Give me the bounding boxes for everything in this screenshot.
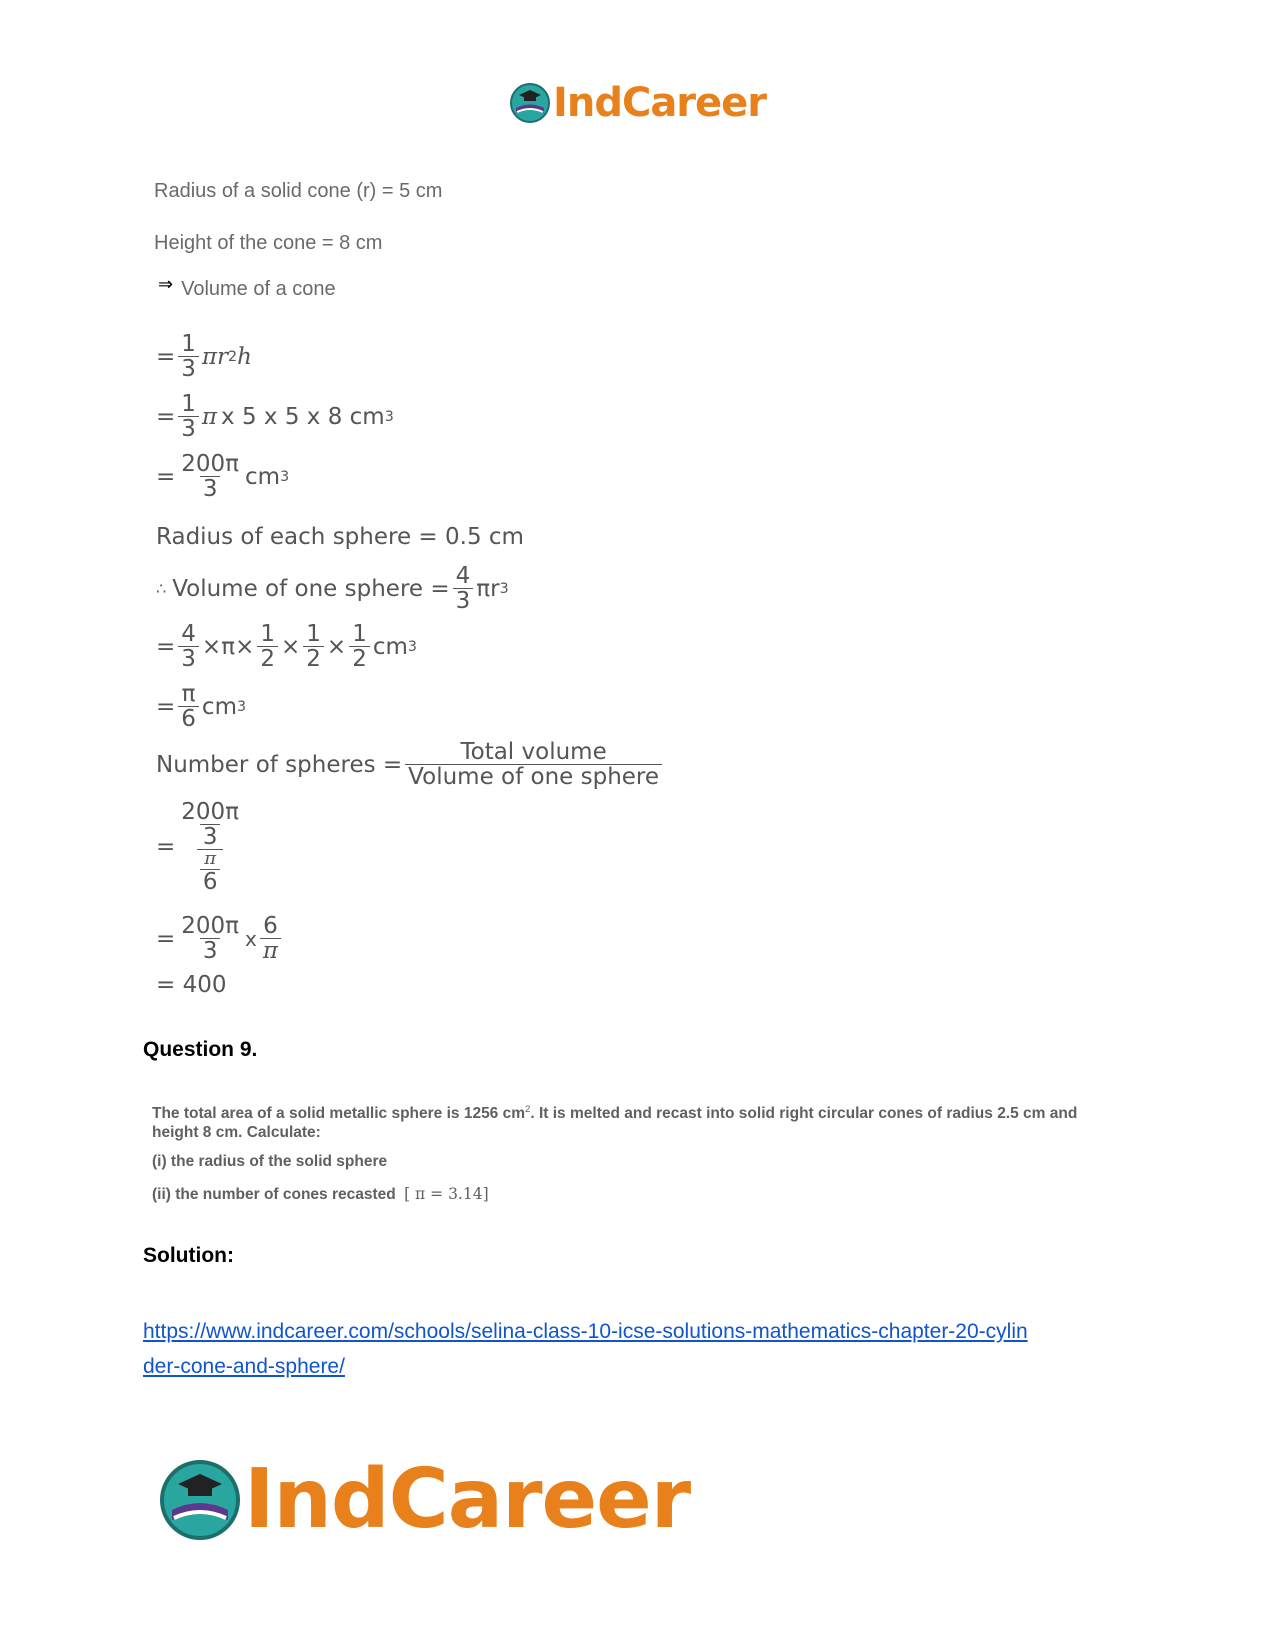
question-heading: Question 9. bbox=[143, 1038, 258, 1061]
logo-wordmark: IndCareer bbox=[552, 80, 767, 126]
fraction-one-third: $\frac{1}{3}$ bbox=[178, 392, 199, 441]
sphere-substitution: = $\frac{4}{3}$ × π × $\frac{1}{2}$ × $\frac{1}{2}$ × $\frac{1}{2}$ cm 3 bbox=[156, 621, 417, 673]
number-of-spheres-line: Number of spheres = $\frac{\text{Total volume}}{\text{Volume of one sphere}}$ bbox=[156, 740, 665, 789]
source-link[interactable]: https://www.indcareer.com/schools/selina-class-10-icse-solutions-mathematics-chapter-20-cylin der-cone-and-sphere/ bbox=[143, 1320, 1028, 1378]
cone-substitution: = $\frac{1}{3}$ π x 5 x 5 x 8 cm 3 bbox=[156, 391, 394, 443]
question-part-ii: (ii) the number of cones recasted [ π = 3.14] bbox=[152, 1185, 489, 1203]
indcareer-logo-icon bbox=[509, 82, 551, 124]
logo-wordmark: IndCareer bbox=[244, 1452, 691, 1547]
cone-formula: = $\frac{1}{3}$ π r 2 h bbox=[156, 331, 252, 383]
cone-volume-result: = $\frac{200\pi}{3}$ cm 3 bbox=[156, 451, 290, 503]
multiplication-line: = $\frac{200\pi}{3}$ x $\frac{6}{\pi}$ bbox=[156, 914, 284, 963]
final-result: = 400 bbox=[156, 972, 227, 998]
height-cone-line: Height of the cone = 8 cm bbox=[154, 232, 383, 254]
question-part-i: (i) the radius of the solid sphere bbox=[152, 1153, 388, 1170]
solution-heading: Solution: bbox=[143, 1244, 234, 1267]
volume-cone-line: ⇒ Volume of a cone bbox=[158, 274, 336, 300]
question-text: The total area of a solid metallic sphere is 1256 $cm^2$. It is melted and recast into solid right circular cones of radius 2.5 cm and height 8 cm. Calculate: bbox=[152, 1104, 1078, 1142]
complex-fraction: = 200π 3 π 6 bbox=[156, 799, 240, 896]
footer-logo bbox=[158, 1452, 691, 1558]
header-logo bbox=[0, 78, 1275, 128]
implies-arrow-icon: ⇒ bbox=[158, 274, 174, 294]
radius-sphere-line: Radius of each sphere = 0.5 cm bbox=[156, 524, 524, 550]
indcareer-logo-icon bbox=[158, 1458, 242, 1542]
fraction-total-over-one: $\frac{\text{Total volume}}{\text{Volume of one sphere}}$ bbox=[405, 740, 662, 789]
fraction-one-third: $\frac{1}{3}$ bbox=[178, 332, 199, 381]
radius-cone-line: Radius of a solid cone (r) = 5 cm bbox=[154, 180, 443, 202]
fraction-four-thirds: $\frac{4}{3}$ bbox=[453, 564, 474, 613]
volume-one-sphere-line: ∴ Volume of one sphere = $\frac{4}{3}$ π r 3 bbox=[156, 563, 509, 615]
fraction-200pi-3: $\frac{200\pi}{3}$ bbox=[181, 451, 240, 503]
sphere-volume-result: = $\frac{\pi}{6}$ cm 3 bbox=[156, 681, 247, 733]
